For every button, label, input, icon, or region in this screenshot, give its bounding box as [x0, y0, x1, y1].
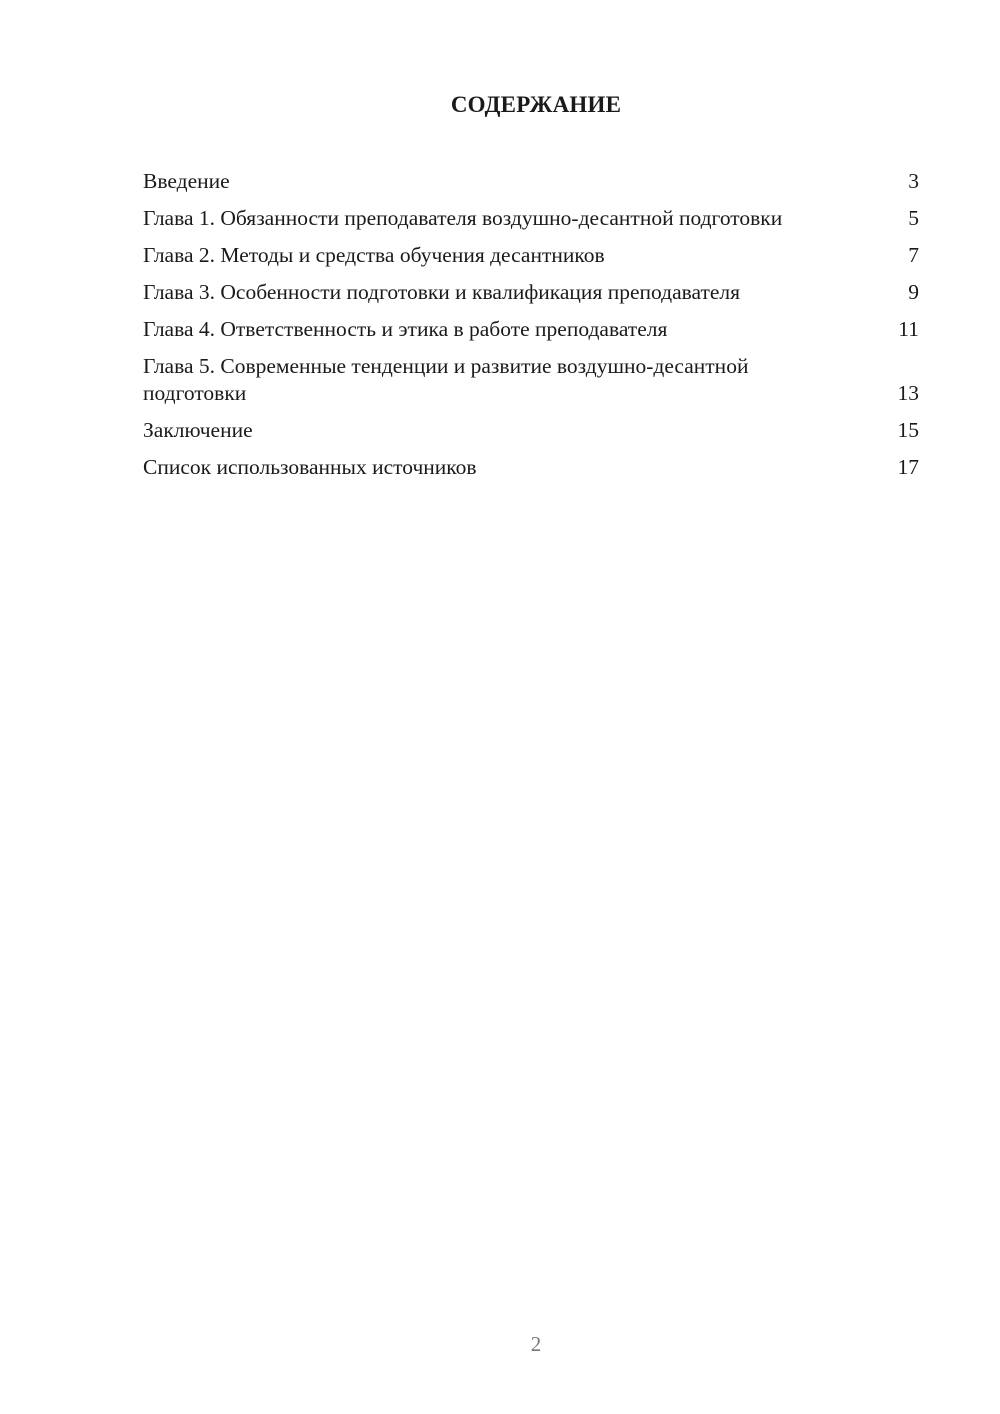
toc-entry-page: 3: [908, 169, 919, 193]
toc-entry-conclusion: [143, 417, 919, 444]
table-of-contents: [143, 168, 919, 491]
toc-entry-title: Глава 5. Современные тенденции и развитие воздушно-десантной подготовки: [143, 354, 749, 405]
toc-entry-chapter-1: [143, 205, 919, 232]
toc-entry-chapter-3: [143, 279, 919, 306]
toc-entry-title: Заключение: [143, 418, 253, 442]
toc-entry-chapter-5: [143, 353, 919, 407]
toc-entry-page: 15: [897, 418, 919, 442]
toc-entry-title: Глава 1. Обязанности преподавателя воздушно-десантной подготовки: [143, 206, 783, 230]
toc-entry-references: [143, 454, 919, 481]
toc-entry-page: 5: [908, 206, 919, 230]
toc-entry-title: Глава 4. Ответственность и этика в работе преподавателя: [143, 317, 668, 341]
toc-entry-page: 13: [897, 381, 919, 405]
toc-entry-page: 7: [908, 243, 919, 267]
toc-entry-chapter-4: [143, 316, 919, 343]
toc-entry-page: 17: [897, 455, 919, 479]
page-title: СОДЕРЖАНИЕ: [450, 92, 622, 117]
toc-entry-title: Глава 2. Методы и средства обучения десантников: [143, 243, 605, 267]
toc-entry-title: Глава 3. Особенности подготовки и квалификация преподавателя: [143, 280, 741, 304]
toc-entry-page: 9: [908, 280, 919, 304]
page-number: 2: [530, 1332, 542, 1356]
toc-entry-page: 11: [898, 317, 919, 341]
toc-entry-introduction: [143, 168, 919, 195]
toc-entry-chapter-2: [143, 242, 919, 269]
toc-entry-title: Введение: [143, 169, 230, 193]
toc-entry-title: Список использованных источников: [143, 455, 477, 479]
